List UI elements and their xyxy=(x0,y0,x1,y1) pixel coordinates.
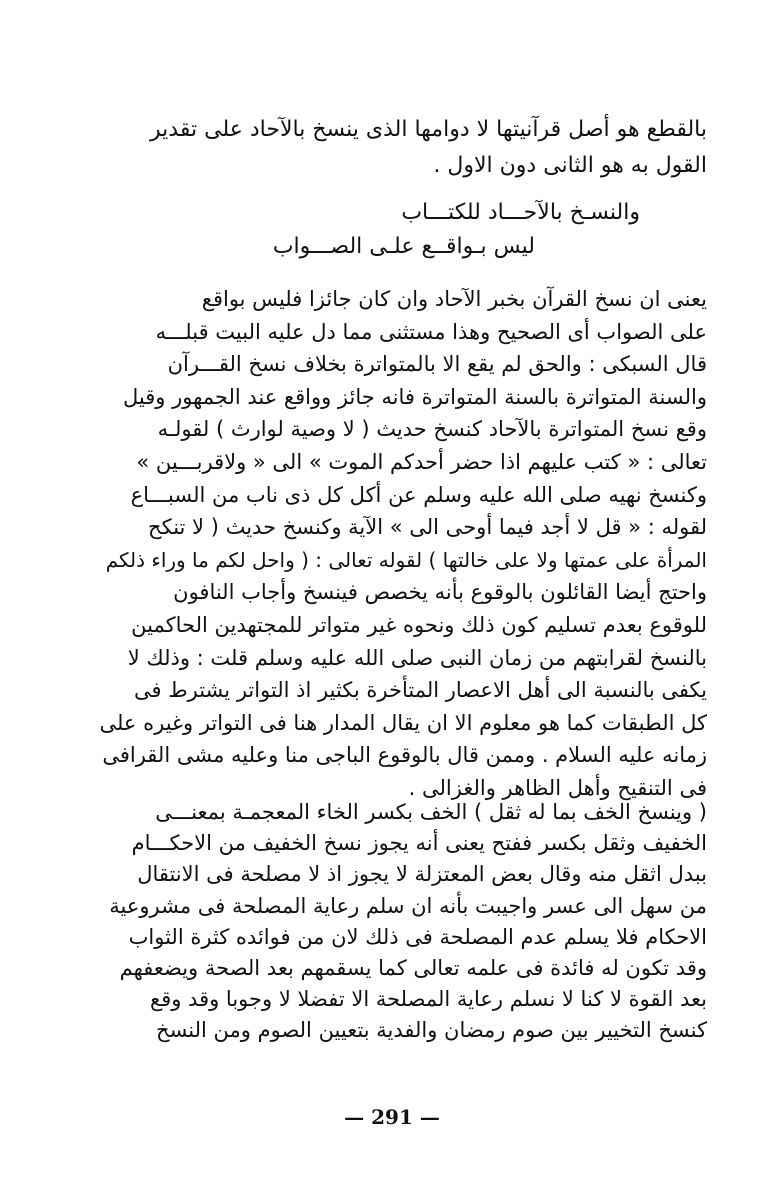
intro-line: بالقطع هو أصل قرآنيتها لا دوامها الذى ينسخ بالآحاد على تقدير xyxy=(150,117,707,142)
verse-line-1: والنسـخ بالآحـــاد للكتـــاب xyxy=(401,200,640,225)
text-line: وقد تكون له فائدة فى علمه تعالى كما يسقمهم بعد الصحة ويضعفهم xyxy=(119,955,707,980)
text-line: زمانه عليه السلام . وممن قال بالوقوع الباجى منا وعليه مشى القرافى xyxy=(102,743,707,768)
text-line: بالنسخ لقرابتهم من زمان النبى صلى الله عليه وسلم قلت : وذلك لا xyxy=(127,645,707,670)
text-line: يكفى بالنسبة الى أهل الاعصار المتأخرة بكثير اذ التواتر يشترط فى xyxy=(134,678,707,703)
text-line: وكنسخ نهيه صلى الله عليه وسلم عن أكل كل ذى ناب من السبـــاع xyxy=(130,482,707,507)
page-number: — 291 — xyxy=(344,1105,440,1129)
text-line: لقوله : « قل لا أجد فيما أوحى الى » الآية وكنسخ حديث ( لا تنكح xyxy=(148,515,707,540)
text-line: واحتج أيضا القائلون بالوقوع بأنه يخصص فينسخ وأجاب النافون xyxy=(173,580,707,605)
intro-paragraph xyxy=(95,112,707,184)
text-line: من سهل الى عسر واجيبت بأنه ان سلم رعاية المصلحة فى مشروعية xyxy=(109,893,707,918)
text-line: بعد القوة لا كنا لا نسلم رعاية المصلحة الا تفضلا لا وجوبا وقد وقع xyxy=(150,987,707,1012)
verse-line-2: ليس بـواقــع علـى الصـــواب xyxy=(272,234,535,259)
verse-block xyxy=(130,196,680,264)
commentary-paragraph-2 xyxy=(95,797,707,1047)
text-line: ( وينسخ الخف بما له ثقل ) الخف بكسر الخاء المعجمـة بمعنـــى xyxy=(155,800,707,824)
text-line: قال السبكى : والحق لم يقع الا بالمتواترة بخلاف نسخ القـــرآن xyxy=(167,352,707,377)
text-line: على الصواب أى الصحيح وهذا مستثنى مما دل عليه البيت قبلـــه xyxy=(155,319,707,344)
text-line: يعنى ان نسخ القرآن بخبر الآحاد وان كان جائزا فليس بواقع xyxy=(201,287,707,311)
intro-line: القول به هو الثانى دون الاول . xyxy=(433,153,707,178)
text-line: ببدل اثقل منه وقال بعض المعتزلة لا يجوز اذ لا مصلحة فى الانتقال xyxy=(137,862,707,887)
text-line: تعالى : « كتب عليهم اذا حضر أحدكم الموت » الى « ولاقربـــين » xyxy=(136,449,707,474)
text-line: المرأة على عمتها ولا على خالتها ) لقوله تعالى : ( واحل لكم ما وراء ذلكم xyxy=(105,547,707,572)
text-line: للوقوع بعدم تسليم كون ذلك ونحوه غير متواتر للمجتهدين الحاكمين xyxy=(131,612,707,637)
text-line: فى التنقيح وأهل الظاهر والغزالى . xyxy=(408,775,707,800)
text-line: وقع نسخ المتواترة بالآحاد كنسخ حديث ( لا وصية لوارث ) لقولـه xyxy=(157,417,707,442)
text-line: الخفيف وثقل بكسر ففتح يعنى أنه يجوز نسخ الخفيف من الاحكـــام xyxy=(131,831,707,856)
text-line: والسنة المتواترة بالسنة المتواترة فانه جائز وواقع عند الجمهور وقيل xyxy=(122,384,707,409)
text-line: الاحكام فلا يسلم عدم المصلحة فى ذلك لان من فوائده كثرة الثواب xyxy=(128,924,707,949)
text-line: كنسخ التخيير بين صوم رمضان والفدية بتعيين الصوم ومن النسخ xyxy=(156,1018,707,1043)
commentary-paragraph-1 xyxy=(95,283,707,805)
text-line: كل الطبقات كما هو معلوم الا ان يقال المدار هنا فى التواتر وغيره على xyxy=(99,710,707,735)
